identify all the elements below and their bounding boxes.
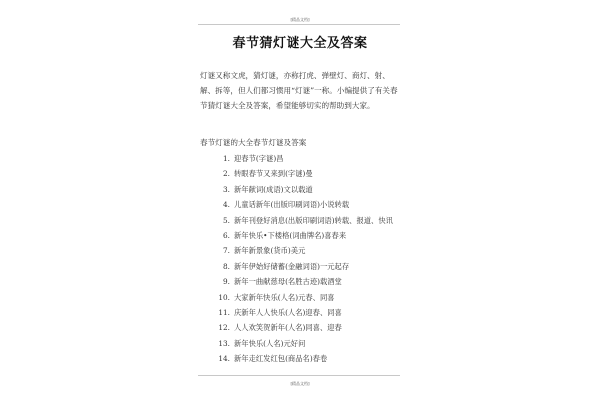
list-item [205,166,393,181]
list-item [205,336,393,351]
list-item [205,305,393,320]
item-text: 新年一曲献慈母(名胜古迹)载酒堂 [234,277,342,287]
item-number: 5. [223,215,230,225]
item-number: 6. [223,231,230,241]
list-item [205,259,393,274]
item-number: 2. [223,169,230,179]
footer-tag: [精品文档] [290,381,310,386]
header-tag: [精品文档] [290,17,310,22]
list-item [205,290,393,305]
item-text: 新年新景象(货币)美元 [234,246,306,256]
item-text: 迎春节(字谜)昌 [234,154,284,163]
section-heading: 春节灯谜的大全春节灯谜及答案 [200,138,307,147]
item-text: 新年快乐•下楼格(词曲牌名)喜春来 [234,231,347,241]
item-number: 9. [223,277,230,287]
item-number: 8. [223,261,230,271]
footer-divider [198,375,400,376]
list-item [205,213,393,228]
item-number: 1. [223,154,230,163]
item-number: 7. [223,246,230,256]
item-number: 3. [223,184,230,194]
list-item [205,351,393,366]
intro-paragraph [200,68,400,113]
riddle-list [205,151,393,367]
page-title: 春节猜灯谜大全及答案 [232,36,368,51]
item-text: 新年快乐(人名)元好问 [234,338,306,348]
item-number: 10. [218,292,230,302]
list-item [205,320,393,335]
item-number: 14. [218,354,230,364]
list-item [205,197,393,212]
list-item [205,228,393,243]
item-number: 12. [218,323,230,333]
item-text: 儿童话新年(出版印刷词语)小说转载 [234,200,350,210]
item-text: 新年献词(成语)文以载道 [234,184,313,194]
item-text: 新年伊始好储蓄(金融词语)一元起存 [234,261,350,271]
item-text: 庆新年人人快乐(人名)迎春、同喜 [234,308,342,318]
item-text: 新年走红发红包(商品名)春卷 [234,354,328,364]
item-number: 4. [223,200,230,210]
item-text: 人人欢笑贺新年(人名)同喜、迎春 [234,323,342,333]
header-divider [198,24,400,25]
list-item [205,243,393,258]
item-text: 新年刊登好消息(出版印刷词语)转载、报道、快讯 [234,215,393,225]
item-number: 11. [218,308,230,318]
intro-text: 灯谜又称文虎，猜灯谜，亦称打虎、弹壁灯、商灯、射、解、拆等，但人们都习惯用“灯谜”一称。小编提供了有关春节猜灯谜大全及答案，希望能够切实的帮助到大家。 [200,71,398,110]
item-text: 转眼春节又来到(字谜)曼 [234,169,313,179]
list-item [205,151,393,166]
item-text: 大家新年快乐(人名)元春、同喜 [234,292,335,302]
list-item [205,182,393,197]
item-number: 13. [218,338,230,348]
list-item [205,274,393,289]
